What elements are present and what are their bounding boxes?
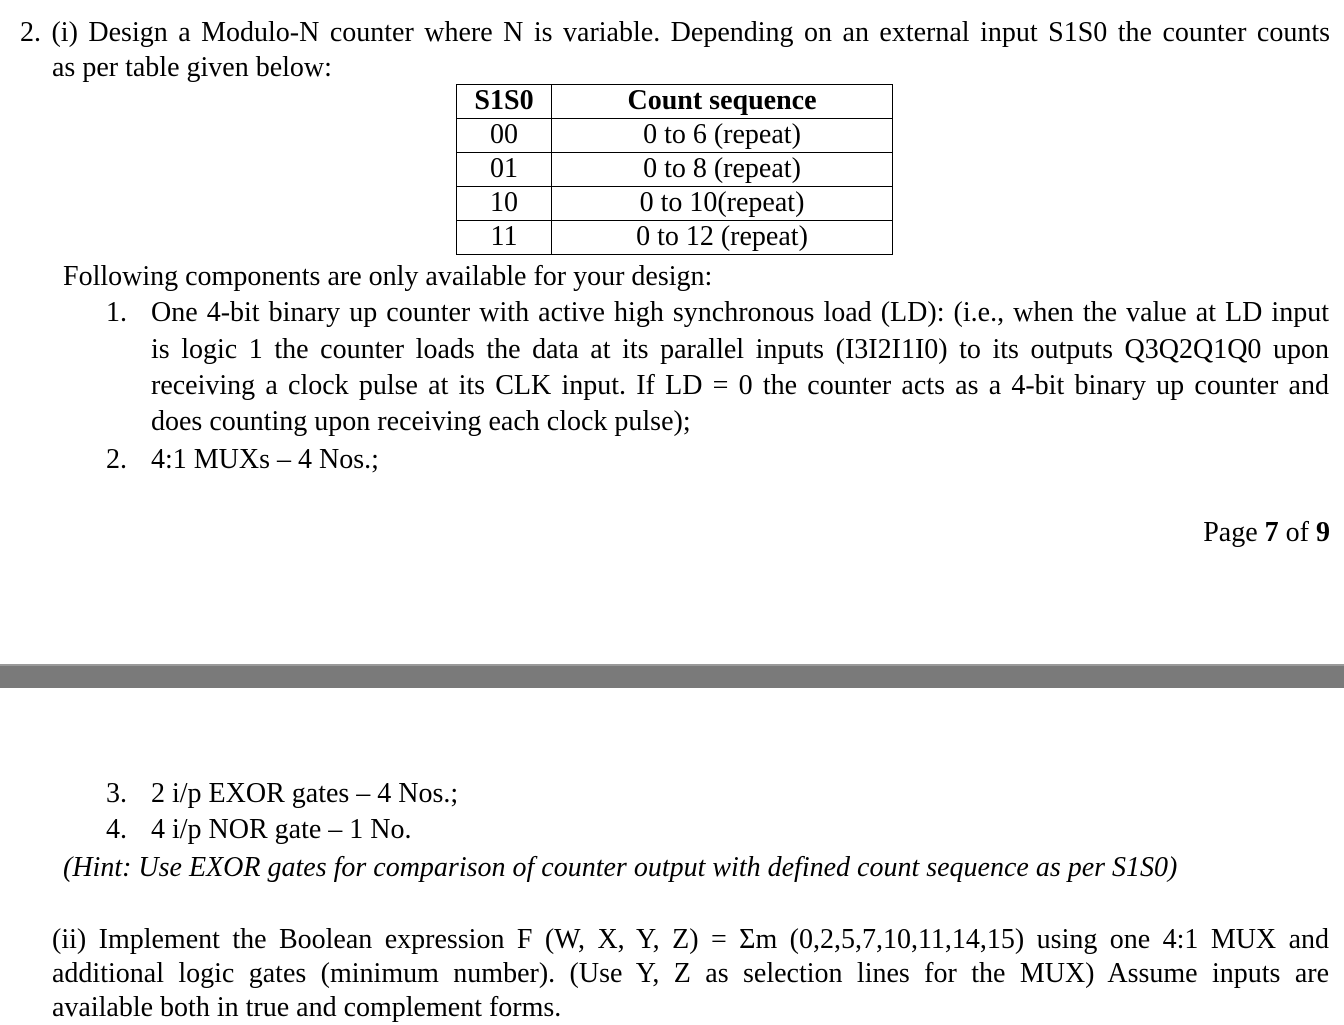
list-item-2: 4:1 MUXs – 4 Nos.; — [151, 444, 379, 475]
table-cell-select: 10 — [457, 187, 552, 221]
table-cell-sequence: 0 to 10(repeat) — [552, 187, 893, 221]
list-item-4: 4 i/p NOR gate – 1 No. — [151, 814, 412, 845]
page-number — [1203, 516, 1330, 550]
table-cell-sequence: 0 to 12 (repeat) — [552, 221, 893, 255]
question-intro-line-1: 2. (i) Design a Modulo-N counter where N is variable. Depending on an external input S1S0 the counter counts — [20, 17, 1330, 48]
table-row — [457, 153, 893, 187]
page-prefix: Page — [1203, 517, 1265, 548]
list-item-1-line-1: One 4-bit binary up counter with active high synchronous load (LD): (i.e., when the value at LD input — [151, 297, 1329, 328]
table-cell-select: 01 — [457, 153, 552, 187]
table-header-count-sequence: Count sequence — [552, 85, 893, 119]
part-ii-line-3: available both in true and complement forms. — [52, 992, 562, 1023]
table-row — [457, 221, 893, 255]
page-current: 7 — [1264, 517, 1279, 548]
page-of: of — [1278, 517, 1316, 548]
part-ii-question — [52, 923, 1329, 1025]
list-item-number: 3. — [106, 778, 127, 809]
page-total: 9 — [1316, 517, 1330, 548]
part-ii-line-1: (ii) Implement the Boolean expression F (W, X, Y, Z) = Σm (0,2,5,7,10,11,14,15) using one 4:1 MUX and — [52, 924, 1329, 955]
list-item-1-line-2: is logic 1 the counter loads the data at its parallel inputs (I3I2I1I0) to its outputs Q3Q2Q1Q0 upon — [151, 334, 1329, 365]
list-item-number: 4. — [106, 814, 127, 845]
table-header-s1s0: S1S0 — [457, 85, 552, 119]
count-sequence-table — [456, 84, 893, 255]
table-cell-select: 11 — [457, 221, 552, 255]
list-item-1-line-4: does counting upon receiving each clock pulse); — [151, 406, 691, 437]
table-cell-select: 00 — [457, 119, 552, 153]
list-item-number: 1. — [106, 297, 127, 328]
page-break-divider — [0, 664, 1344, 688]
question-intro-line-2: as per table given below: — [52, 52, 332, 83]
table-cell-sequence: 0 to 8 (repeat) — [552, 153, 893, 187]
table-cell-sequence: 0 to 6 (repeat) — [552, 119, 893, 153]
table-row — [457, 187, 893, 221]
part-ii-line-2: additional logic gates (minimum number). (Use Y, Z as selection lines for the MUX) Assume inputs are — [52, 958, 1329, 989]
table-row — [457, 119, 893, 153]
list-item-1-line-3: receiving a clock pulse at its CLK input. If LD = 0 the counter acts as a 4-bit binary up counter and — [151, 370, 1329, 401]
hint-text: (Hint: Use EXOR gates for comparison of counter output with defined count sequence as per S1S0) — [63, 852, 1178, 883]
list-item-3: 2 i/p EXOR gates – 4 Nos.; — [151, 778, 459, 809]
list-item-number: 2. — [106, 444, 127, 475]
components-heading: Following components are only available for your design: — [63, 261, 713, 292]
table-header-row — [457, 85, 893, 119]
